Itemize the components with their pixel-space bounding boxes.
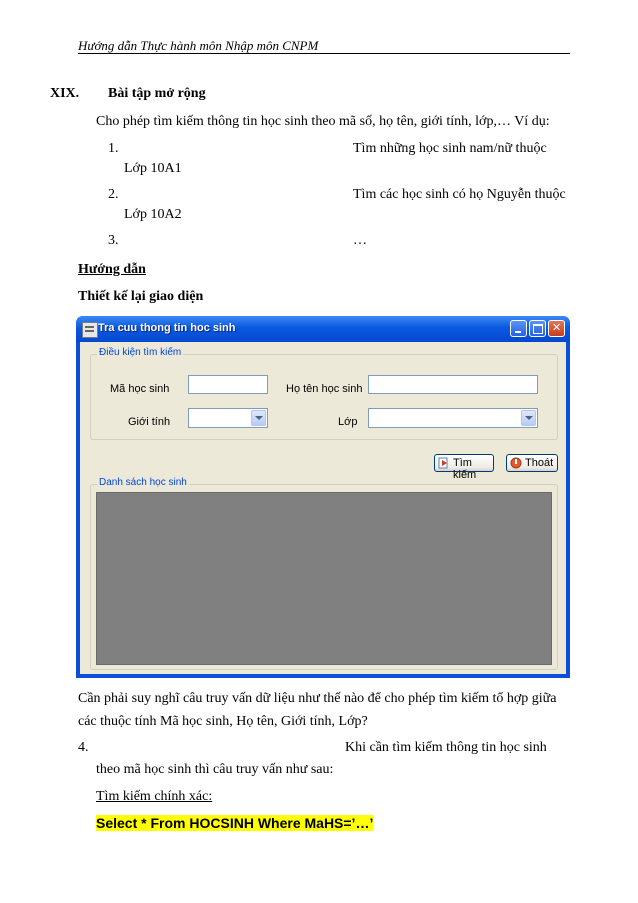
example-1-number: 1. — [108, 141, 119, 156]
student-id-input[interactable] — [188, 375, 268, 394]
chevron-down-icon[interactable] — [521, 410, 536, 426]
gender-select[interactable] — [188, 408, 268, 428]
question-line-2: các thuộc tính Mã học sinh, Họ tên, Giới tính, Lớp? — [78, 714, 368, 729]
guide-heading: Hướng dẫn — [78, 262, 146, 277]
search-icon — [438, 457, 450, 469]
intro-text: Cho phép tìm kiếm thông tin học sinh theo mã số, họ tên, giới tính, lớp,… Ví dụ: — [96, 114, 550, 129]
example-1-text: Tìm những học sinh nam/nữ thuộc — [353, 141, 547, 156]
student-list-group-title: Danh sách học sinh — [99, 477, 187, 488]
form-window — [76, 316, 570, 678]
search-button[interactable] — [434, 454, 494, 481]
gender-label: Giới tính — [128, 416, 171, 428]
full-name-input[interactable] — [368, 375, 538, 394]
student-data-grid[interactable] — [96, 492, 552, 665]
chevron-down-icon[interactable] — [251, 410, 266, 426]
section-number: XIX. — [50, 86, 80, 101]
example-2-text: Tìm các học sinh có họ Nguyễn thuộc — [353, 187, 566, 202]
exit-icon — [510, 457, 522, 469]
window-titlebar[interactable] — [76, 316, 570, 342]
exit-button[interactable] — [506, 454, 558, 472]
section-title: Bài tập mở rộng — [108, 86, 206, 101]
full-name-label: Họ tên học sinh — [286, 383, 363, 395]
sql-line — [96, 815, 373, 833]
close-icon[interactable] — [548, 320, 565, 337]
item-4-number: 4. — [78, 740, 89, 755]
exit-button-label: Thoát — [525, 457, 554, 469]
design-heading: Thiết kế lại giao diện — [78, 289, 204, 304]
student-id-label: Mã học sinh — [110, 383, 170, 395]
item-4-continuation: theo mã học sinh thì câu truy vấn như sau: — [96, 762, 334, 777]
item-4-text: Khi cần tìm kiếm thông tin học sinh — [345, 740, 547, 755]
minimize-icon[interactable] — [510, 320, 527, 337]
example-3-text: … — [353, 233, 367, 248]
example-2-continuation: Lớp 10A2 — [124, 207, 182, 222]
form-app-icon — [82, 322, 98, 338]
maximize-icon[interactable] — [529, 320, 546, 337]
filter-group-title: Điều kiện tìm kiếm — [99, 347, 182, 358]
class-select[interactable] — [368, 408, 538, 428]
exact-search-label: Tìm kiếm chính xác: — [96, 789, 213, 804]
class-label: Lớp — [338, 416, 358, 428]
question-line-1: Cần phải suy nghĩ câu truy vấn dữ liệu như thế nào để cho phép tìm kiếm tổ hợp giữa — [78, 691, 557, 706]
form-client-area — [80, 342, 566, 674]
example-1-continuation: Lớp 10A1 — [124, 161, 182, 176]
window-title: Tra cuu thong tin hoc sinh — [98, 322, 236, 334]
search-button-label: Tìm kiếm — [453, 457, 477, 481]
page-header: Hướng dẫn Thực hành môn Nhập môn CNPM — [78, 38, 319, 53]
header-rule — [78, 53, 570, 54]
sql-query: Select * From HOCSINH Where MaHS=’…’ — [96, 815, 374, 831]
example-2-number: 2. — [108, 187, 119, 202]
example-3-number: 3. — [108, 233, 119, 248]
